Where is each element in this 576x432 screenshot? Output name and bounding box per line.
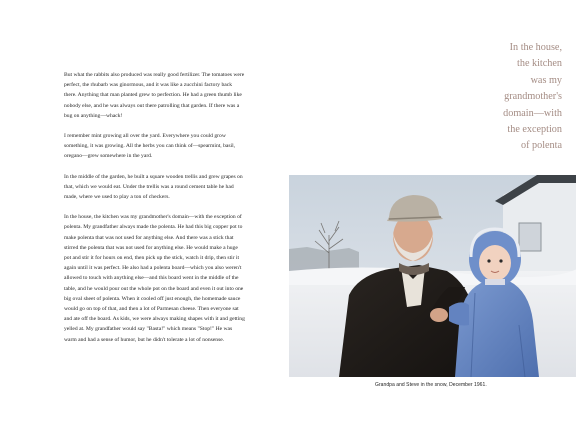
body-text-column bbox=[64, 70, 246, 345]
snow-photo bbox=[289, 175, 576, 377]
paragraph-mint: I remember mint growing all over the yard. Everywhere you could grow something, it was growing. All the herbs you can think of—spearmint, basil, oregano—grew somewhere in the yard. bbox=[64, 133, 236, 160]
photo-caption: Grandpa and Steve in the snow, December 1961. bbox=[375, 382, 487, 388]
pull-quote-line: the kitchen bbox=[517, 58, 562, 70]
paragraph-trellis: In the middle of the garden, he built a square wooden trellis and grew grapes on that, which we would eat. Under the trellis was a round cement table he had made, where we used to play a ton of checkers. bbox=[64, 173, 243, 201]
pull-quote-line: the exception bbox=[507, 124, 562, 136]
pull-quote bbox=[452, 40, 562, 155]
pull-quote-line: of polenta bbox=[520, 140, 562, 152]
paragraph-rabbits: But what the rabbits also produced was really good fertilizer. The tomatoes were perfect, the rhubarb was ginormous, and it was like a zucchini factory back there. Anything that man planted grew to perfection. He had a green thumb like nobody else, and he was always out there patrolling that garden. If there was a bug on anything—whack! bbox=[64, 72, 245, 119]
pull-quote-line: In the house, bbox=[509, 42, 562, 53]
snow-photo-illustration bbox=[289, 175, 576, 377]
pull-quote-line: grandmother's bbox=[504, 91, 562, 103]
pull-quote-line: was my bbox=[530, 74, 562, 86]
paragraph-polenta: In the house, the kitchen was my grandmother's domain—with the exception of polenta. My grandfather always made the polenta. He had this big copper pot to make polenta that was not used for anything else. And there was a stick that stirred the polenta that was not used for anything else. He would make a huge pot and stir it for hours on end, then pick up the stick, watch it drip, then stir it again until it was perfect. He also had a polenta board—which you also weren't allowed to touch with anything else—and this board went in the middle of the table, and he would pour out the whole pot on the board and even it out into one big oval sheet of polenta. When it cooled off just enough, the homemade sauce would go on top of that, and then a lot of Parmesan cheese. Then everyone sat and ate off the board. As kids, we were always making shapes with it and getting yelled at. My grandfather would say "Basta!" which means "Stop!" He was warm and had a sense of humor, but he didn't tolerate a lot of nonsense. bbox=[64, 214, 245, 343]
pull-quote-line: domain—with bbox=[503, 107, 562, 119]
